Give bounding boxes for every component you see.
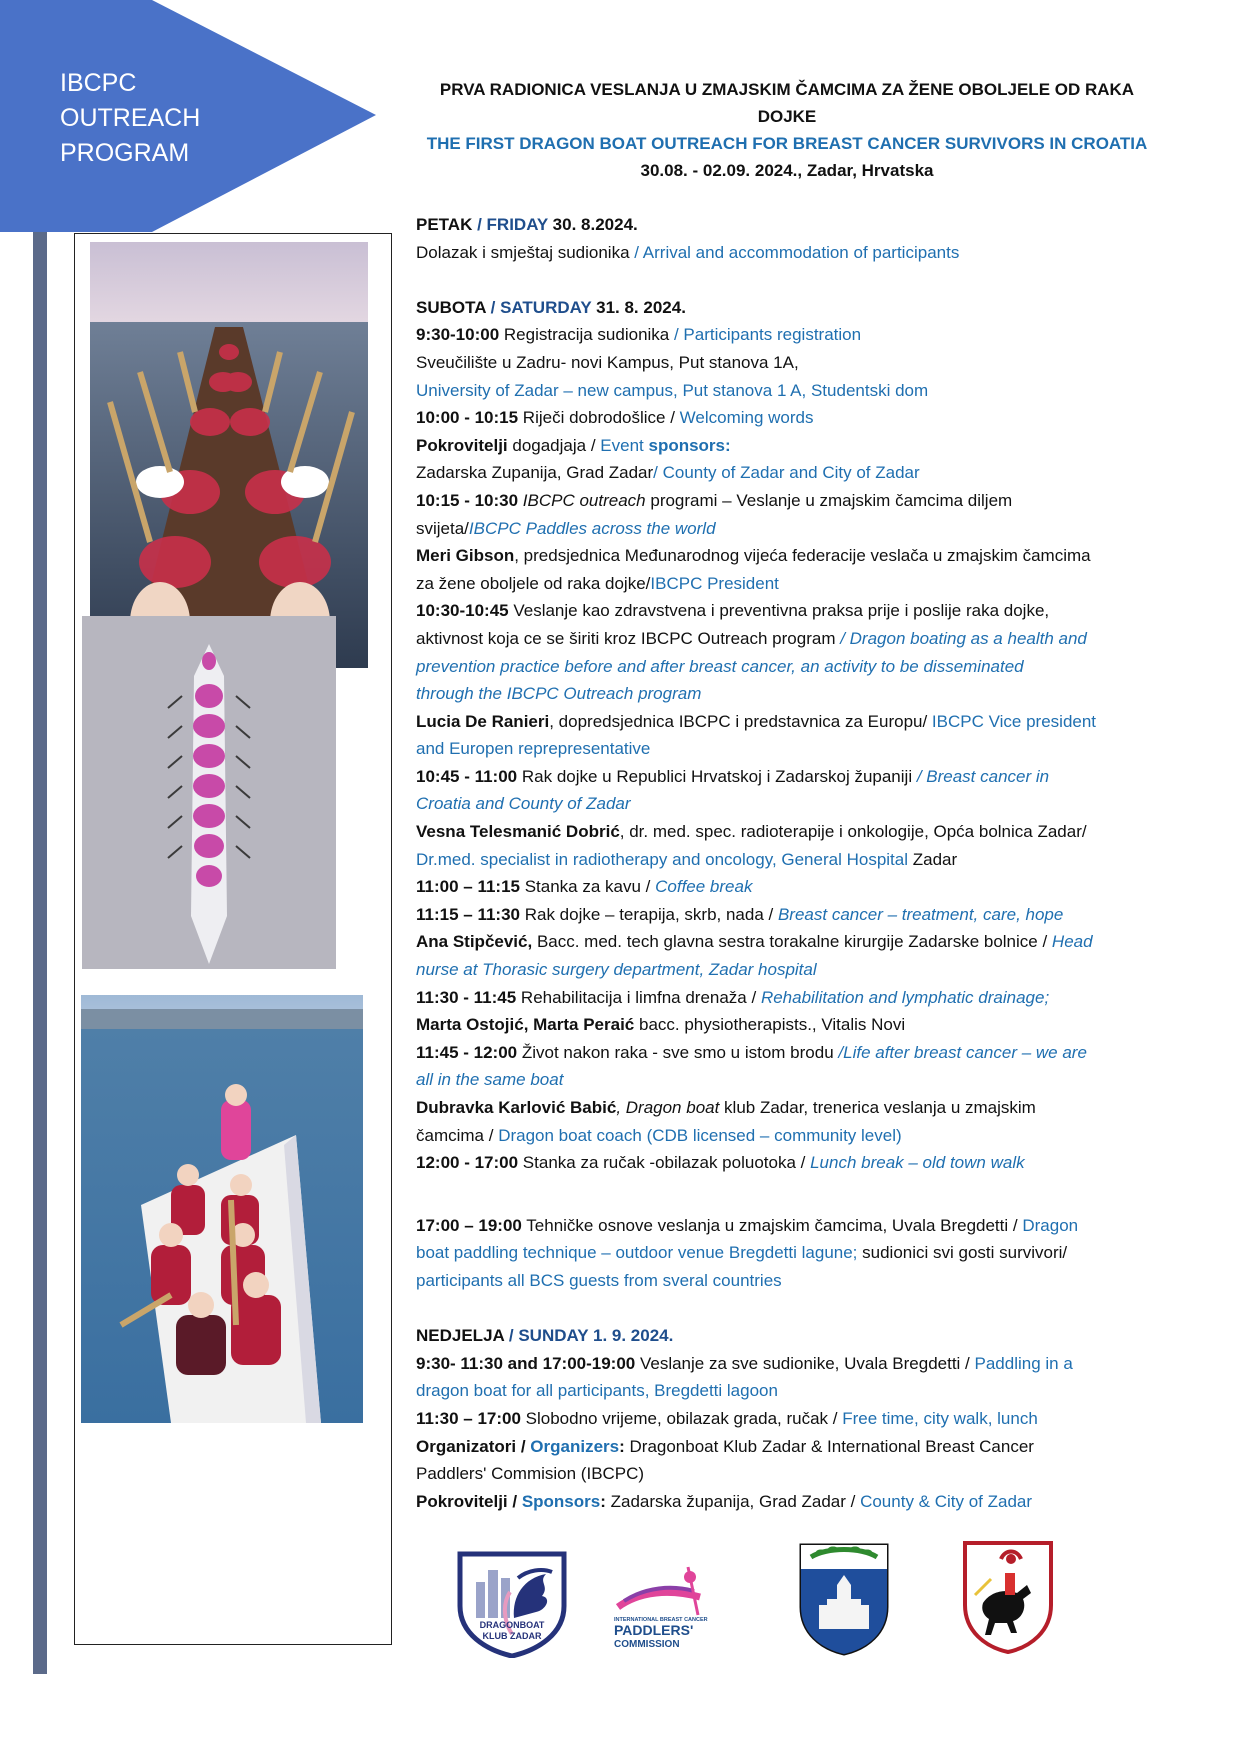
agenda-item-coffee-break: 11:00 – 11:15 Stanka za kavu / Coffee break [416, 877, 753, 897]
speaker-meri-gibson: Meri Gibson, predsjednica Međunarodnog vijeća federacije veslača u zmajskim čamcima [416, 546, 1091, 566]
photo-aerial-dragon-boat [82, 616, 336, 969]
sunday-heading: NEDJELJA / SUNDAY 1. 9. 2024. [416, 1326, 674, 1346]
dragonboat-klub-zadar-logo [454, 1548, 570, 1658]
agenda-item-registration: 9:30-10:00 Registracija sudionika / Participants registration [416, 325, 862, 345]
photo-crew-in-boat [81, 995, 363, 1423]
photo-column [74, 233, 392, 1645]
friday-day-hr: PETAK [416, 215, 473, 234]
agenda-item-breast-cancer-croatia: 10:45 - 11:00 Rak dojke u Republici Hrvatskoj i Zadarskoj županiji / Breast cancer in [416, 766, 1050, 786]
document-header [416, 76, 1158, 184]
sidebar-accent-bar [33, 232, 47, 1674]
title-english: THE FIRST DRAGON BOAT OUTREACH FOR BREAST CANCER SURVIVORS IN CROATIA [426, 134, 1148, 153]
agenda-item-rehabilitation: 11:30 - 11:45 Rehabilitacija i limfna drenaža / Rehabilitation and lymphatic drainage; [416, 987, 1050, 1007]
ibcpc-paddlers-commission-logo [610, 1563, 720, 1651]
banner-line-1: IBCPC [60, 69, 137, 97]
city-of-zadar-coat-of-arms [961, 1539, 1055, 1655]
sponsor-logos [416, 1535, 1116, 1665]
sunday-day-hr: NEDJELJA [416, 1326, 505, 1346]
agenda-item-welcome: 10:00 - 10:15 Riječi dobrodošlice / Welcoming words [416, 408, 814, 428]
registration-location-en: University of Zadar – new campus, Put stanova 1 A, Studentski dom [416, 380, 929, 400]
speaker-vesna-telesmanic-dobric: Vesna Telesmanić Dobrić, dr. med. spec. radioterapije i onkologije, Opća bolnica Zadar/ [416, 822, 1087, 842]
photo-paddlers-raising-oars [90, 242, 368, 668]
program-content: PETAK / FRIDAY 30. 8.2024. Dolazak i smještaj sudionika / Arrival and accommodation of participants SUBOTA / SATURDAY 31. 8. 2024. 9:30-10:00 Registracija sudionika / Participants registration Sveučilište u Zadru- novi Kampus, Put stanova 1A, University of Zadar – new campus, Put stanova 1 A, Studentski dom 10:00 - 10:15 Riječi dobrodošlice / Welcoming words Pokrovitelji dogadjaja / Event sponsors: Zadarska Zupanija, Grad Zadar/ County of Zadar and City of Zadar 10:15 - 10:30 IBCPC outreach programi – Veslanje u zmajskim čamcima diljem svijeta/IBCPC Paddles across the world Meri Gibson, predsjednica Međunarodnog vijeća federacije veslača u zmajskim čamcima za žene oboljele od raka dojke/IBCPC President 10:30-10:45 Veslanje kao zdravstvena i preventivna praksa prije i poslije raka dojke, aktivnost koja ce se širiti kroz IBCPC Outreach program / Dragon boating as a health and prevention practice before and after breast cancer, an activity to be disseminated through the IBCPC Outreach program Lucia De Ranieri, dopredsjednica IBCPC i predstavnica za Europu/ IBCPC Vice president and Europen reprepresentative 10:45 - 11:00 Rak dojke u Republici Hrvatskoj i Zadarskoj županiji / Breast cancer in Croatia and County of Zadar Vesna Telesmanić Dobrić, dr. med. spec. radioterapije i onkologije, Opća bolnica Zadar/ Dr.med. specialist in radiotherapy and oncology, General Hospital Zadar 11:00 – 11:15 Stanka za kavu / Coffee break 11:15 – 11:30 Rak dojke – terapija, skrb, nada / Breast cancer – treatment, care, hope Ana Stipčević, Bacc. med. tech glavna sestra torakalne kirurgije Zadarske bolnice / Head nurse at Thorasic surgery department, Zadar hospital 11:30 - 11:45 Rehabilitacija i limfna drenaža / Rehabilitation and lymphatic drainage; Marta Ostojić, Marta Peraić bacc. physiotherapists., Vitalis Novi 11:45 - 12:00 Život nakon raka - sve smo u istom brodu /Life after breast cancer – we are all in the same boat Dubravka Karlović Babić, Dragon boat klub Zadar, trenerica veslanja u zmajskim čamcima / Dragon boat coach (CDB licensed – community level) 12:00 - 17:00 Stanka za ručak -obilazak poluotoka / Lunch break – old town walk 17:00 – 19:00 Tehničke osnove veslanja u zmajskim čamcima, Uvala Bregdetti / Dragon boat paddling technique – outdoor venue Bregdetti lagune; sudionici svi gosti survivori/ participants all BCS guests from sveral countries NEDJELJA / SUNDAY 1. 9. 2024. 9:30- 11:30 and 17:00-19:00 Veslanje za sve sudionike, Uvala Bregdetti / Paddling in a dragon boat for all participants, Bregdetti lagoon 11:30 – 17:00 Slobodno vrijeme, obilazak grada, ručak / Free time, city walk, lunch Organizatori / Organizers: Dragonboat Klub Zadar & International Breast Cancer Paddlers' Commision (IBCPC) Pokrovitelji / Sponsors: Zadarska županija, Grad Zadar / County & City of Zadar [416, 211, 1176, 1515]
svg-text:INTERNATIONAL BREAST CANCER: INTERNATIONAL BREAST CANCER [614, 1617, 708, 1623]
outreach-banner [0, 0, 380, 232]
agenda-item-life-after-cancer: 11:45 - 12:00 Život nakon raka - sve smo u istom brodu /Life after breast cancer – we are [416, 1042, 1087, 1062]
agenda-item-treatment: 11:15 – 11:30 Rak dojke – terapija, skrb, nada / Breast cancer – treatment, care, hope [416, 904, 1064, 924]
agenda-item-health-practice: 10:30-10:45 Veslanje kao zdravstvena i preventivna praksa prije i poslije raka dojke, [416, 601, 1050, 621]
svg-text:PADDLERS': PADDLERS' [614, 1622, 694, 1638]
banner-line-3: PROGRAM [60, 139, 190, 167]
agenda-item-ibcpc-outreach: 10:15 - 10:30 IBCPC outreach programi – Veslanje u zmajskim čamcima diljem [416, 490, 1013, 510]
speaker-dubravka-karlovic-babic: Dubravka Karlović Babić, Dragon boat klub Zadar, trenerica veslanja u zmajskim [416, 1098, 1036, 1117]
agenda-item-paddling-technique: 17:00 – 19:00 Tehničke osnove veslanja u zmajskim čamcima, Uvala Bregdetti / Dragon [416, 1215, 1079, 1235]
event-dates: 30.08. - 02.09. 2024., Zadar, Hrvatska [640, 161, 934, 180]
saturday-day-hr: SUBOTA [416, 297, 486, 317]
speaker-physiotherapists: Marta Ostojić, Marta Peraić bacc. physiotherapists., Vitalis Novi [416, 1015, 906, 1035]
saturday-date: 31. 8. 2024. [591, 297, 686, 317]
event-sponsors-names: Zadarska Zupanija, Grad Zadar/ County of Zadar and City of Zadar [416, 463, 920, 483]
event-sponsors-line: Pokrovitelji dogadjaja / Event sponsors: [416, 435, 731, 455]
agenda-item-free-time: 11:30 – 17:00 Slobodno vrijeme, obilazak grada, ručak / Free time, city walk, lunch [416, 1408, 1038, 1428]
zadar-county-coat-of-arms [797, 1541, 891, 1657]
svg-text:COMMISSION: COMMISSION [614, 1639, 680, 1650]
svg-text:KLUB ZADAR: KLUB ZADAR [482, 1631, 542, 1641]
organizers-line: Organizatori / Organizers: Dragonboat Klub Zadar & International Breast Cancer [416, 1436, 1034, 1456]
sponsors-line: Pokrovitelji / Sponsors: Zadarska županija, Grad Zadar / County & City of Zadar [416, 1491, 1033, 1511]
speaker-lucia-de-ranieri: Lucia De Ranieri, dopredsjednica IBCPC i predstavnica za Europu/ IBCPC Vice president [416, 711, 1097, 731]
registration-location-hr: Sveučilište u Zadru- novi Kampus, Put stanova 1A, [416, 352, 799, 372]
friday-date: 30. 8.2024. [547, 215, 638, 234]
sunday-day-en: SUNDAY 1. 9. 2024. [518, 1326, 674, 1346]
agenda-item-paddling-all: 9:30- 11:30 and 17:00-19:00 Veslanje za sve sudionike, Uvala Bregdetti / Paddling in a [416, 1353, 1073, 1373]
agenda-item-lunch-break: 12:00 - 17:00 Stanka za ručak -obilazak poluotoka / Lunch break – old town walk [416, 1153, 1025, 1173]
speaker-ana-stipcevic: Ana Stipčević, Bacc. med. tech glavna sestra torakalne kirurgije Zadarske bolnice / Head [416, 932, 1093, 952]
saturday-heading: SUBOTA / SATURDAY 31. 8. 2024. [416, 297, 686, 317]
friday-item: Dolazak i smještaj sudionika / Arrival and accommodation of participants [416, 242, 960, 262]
banner-text [60, 66, 200, 171]
friday-heading: PETAK / FRIDAY 30. 8.2024. [416, 215, 638, 234]
svg-text:DRAGONBOAT: DRAGONBOAT [479, 1620, 545, 1630]
friday-day-en: FRIDAY [486, 215, 548, 234]
title-croatian-line-1: PRVA RADIONICA VESLANJA U ZMAJSKIM ČAMCIMA ZA ŽENE OBOLJELE OD RAKA [439, 80, 1135, 99]
saturday-day-en: SATURDAY [500, 297, 592, 317]
title-croatian-line-2: DOJKE [757, 107, 817, 126]
banner-line-2: OUTREACH [60, 104, 201, 132]
